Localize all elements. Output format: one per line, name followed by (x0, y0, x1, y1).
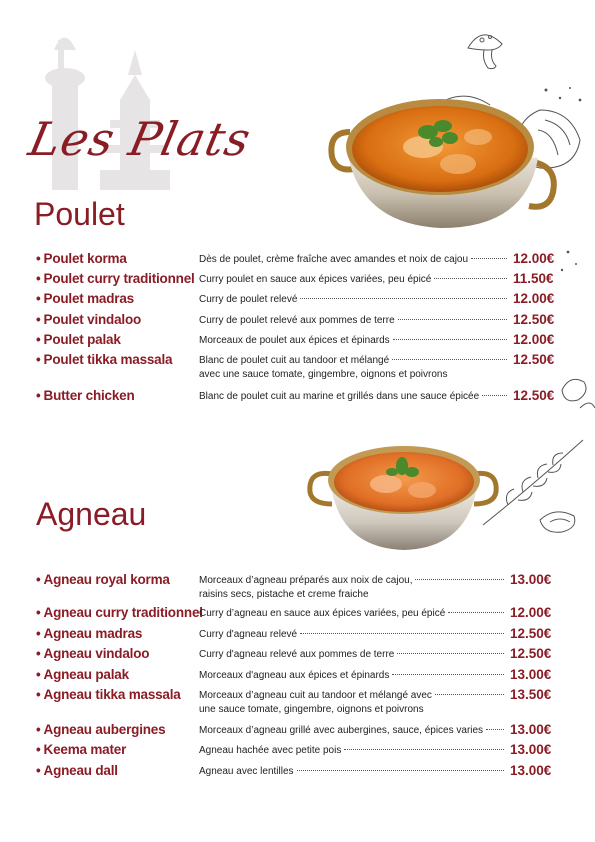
description-line: Blanc de poulet cuit au marine et grillés dans une sauce épicée (199, 391, 480, 402)
menu-item-price: 12.00€ (513, 251, 555, 266)
description-line: Curry d'agneau relevé aux pommes de terre (199, 649, 395, 660)
menu-item-name-text: Poulet vindaloo (43, 312, 142, 327)
bullet-icon: • (36, 722, 41, 737)
menu-item-price: 13.00€ (510, 763, 552, 778)
menu-item-description (199, 689, 507, 716)
description-line: Curry de poulet relevé aux pommes de terre (199, 315, 395, 326)
dot-leader (471, 257, 507, 259)
menu-item-description (199, 724, 507, 738)
description-line: Agneau hachée avec petite pois (199, 745, 342, 756)
menu-item-name-text: Poulet palak (43, 332, 121, 347)
dot-leader (434, 277, 507, 279)
menu-item-name (36, 763, 118, 778)
description-line: Agneau avec lentilles (199, 766, 294, 777)
description-line: Morceaux d’agneau préparés aux noix de cajou, (199, 575, 413, 586)
menu-item-description (199, 273, 510, 287)
menu-item-price: 13.00€ (510, 742, 552, 757)
menu-item-description (199, 765, 507, 779)
menu-item-name-text: Agneau madras (43, 626, 143, 641)
menu-item-name (36, 251, 127, 266)
description-line: Morceaux d’agneau cuit au tandoor et mélangé avec (199, 690, 432, 701)
bullet-icon: • (36, 687, 41, 702)
menu-item-name-text: Agneau vindaloo (43, 646, 150, 661)
dot-leader (415, 578, 504, 580)
dot-leader (397, 652, 504, 654)
menu-item-name (36, 742, 126, 757)
menu-item-name (36, 291, 134, 306)
bullet-icon: • (36, 312, 41, 327)
menu-item-name-text: Butter chicken (43, 388, 135, 403)
menu-item-name-text: Agneau tikka massala (43, 687, 181, 702)
menu-item-name (36, 667, 129, 682)
description-line: Curry de poulet relevé (199, 294, 298, 305)
description-line: Curry d’agneau en sauce aux épices variées, peu épicé (199, 608, 446, 619)
garlic-sketch-icon (550, 240, 595, 420)
dot-leader (486, 728, 504, 730)
menu-item-name-text: Agneau palak (43, 667, 129, 682)
menu-item-price: 13.00€ (510, 667, 552, 682)
description-line: Morceaux d’agneau grillé avec aubergines, sauce, épices varies (199, 725, 484, 736)
section-title-agneau: Agneau (36, 496, 147, 532)
bullet-icon: • (36, 352, 41, 367)
menu-item-name-text: Agneau aubergines (43, 722, 166, 737)
menu-item-description (199, 648, 507, 662)
menu-item-name (36, 352, 172, 367)
dot-leader (392, 358, 507, 360)
description-line: avec une sauce tomate, gingembre, oignons et poivrons (199, 368, 448, 380)
menu-item-price: 12.00€ (510, 605, 552, 620)
menu-item-name-text: Poulet tikka massala (43, 352, 173, 367)
menu-item-name (36, 332, 121, 347)
menu-item-name-text: Keema mater (43, 742, 127, 757)
menu-item-name (36, 271, 195, 286)
menu-item-name-text: Poulet curry traditionnel (43, 271, 195, 286)
menu-item-price: 12.50€ (513, 388, 555, 403)
menu-item-price: 12.50€ (510, 646, 552, 661)
menu-item-name (36, 646, 149, 661)
mushroom-sketch-icon (460, 24, 510, 74)
menu-item-name-text: Agneau royal korma (43, 572, 170, 587)
bullet-icon: • (36, 605, 41, 620)
description-line: Curry poulet en sauce aux épices variées, peu épicé (199, 274, 432, 285)
bullet-icon: • (36, 572, 41, 587)
section-title-poulet: Poulet (34, 196, 125, 232)
dot-leader (393, 338, 507, 340)
menu-item-name (36, 722, 165, 737)
menu-item-description (199, 744, 507, 758)
bullet-icon: • (36, 388, 41, 403)
menu-item-price: 13.00€ (510, 722, 552, 737)
menu-item-description (199, 314, 510, 328)
menu-item-name (36, 388, 135, 403)
dot-leader (392, 673, 504, 675)
menu-item-description (199, 253, 510, 267)
menu-item-price: 12.00€ (513, 332, 555, 347)
description-line: une sauce tomate, gingembre, oignons et poivrons (199, 703, 424, 715)
menu-item-price: 12.50€ (510, 626, 552, 641)
menu-item-description (199, 574, 507, 601)
herb-sketch-icon (478, 430, 595, 540)
bullet-icon: • (36, 626, 41, 641)
menu-item-name (36, 605, 203, 620)
menu-item-description (199, 293, 510, 307)
bullet-icon: • (36, 667, 41, 682)
menu-item-name-text: Agneau curry traditionnel (43, 605, 203, 620)
menu-item-description (199, 607, 507, 621)
bullet-icon: • (36, 251, 41, 266)
page-title: Les Plats (24, 112, 256, 166)
menu-item-description (199, 334, 510, 348)
dot-leader (297, 769, 504, 771)
menu-item-price: 13.50€ (510, 687, 552, 702)
menu-item-price: 11.50€ (513, 271, 554, 286)
bullet-icon: • (36, 742, 41, 757)
menu-item-description (199, 354, 510, 381)
menu-item-price: 12.50€ (513, 312, 555, 327)
description-line: Morceaux d'agneau aux épices et épinards (199, 670, 390, 681)
menu-item-name (36, 312, 141, 327)
description-line: Dès de poulet, crème fraîche avec amandes et noix de cajou (199, 254, 469, 265)
description-line: Blanc de poulet cuit au tandoor et mélangé (199, 355, 390, 366)
dot-leader (448, 611, 504, 613)
menu-item-name (36, 687, 181, 702)
menu-item-price: 12.50€ (513, 352, 555, 367)
bullet-icon: • (36, 646, 41, 661)
description-line: Morceaux de poulet aux épices et épinards (199, 335, 390, 346)
menu-item-name (36, 572, 170, 587)
curry-bowl-photo-2 (306, 438, 502, 558)
dot-leader (300, 297, 507, 299)
dot-leader (344, 748, 504, 750)
menu-item-description (199, 390, 510, 404)
menu-item-description (199, 669, 507, 683)
menu-item-price: 13.00€ (510, 572, 552, 587)
menu-item-name (36, 626, 142, 641)
description-line: raisins secs, pistache et creme fraiche (199, 588, 369, 600)
curry-bowl-photo (328, 92, 558, 240)
menu-item-price: 12.00€ (513, 291, 555, 306)
bullet-icon: • (36, 271, 41, 286)
menu-item-description (199, 628, 507, 642)
dot-leader (398, 318, 507, 320)
menu-item-name-text: Poulet madras (43, 291, 134, 306)
menu-item-name-text: Poulet korma (43, 251, 127, 266)
bullet-icon: • (36, 291, 41, 306)
bullet-icon: • (36, 763, 41, 778)
dot-leader (435, 693, 504, 695)
description-line: Curry d'agneau relevé (199, 629, 298, 640)
menu-item-name-text: Agneau dall (43, 763, 118, 778)
bullet-icon: • (36, 332, 41, 347)
dot-leader (482, 394, 507, 396)
dot-leader (300, 632, 504, 634)
